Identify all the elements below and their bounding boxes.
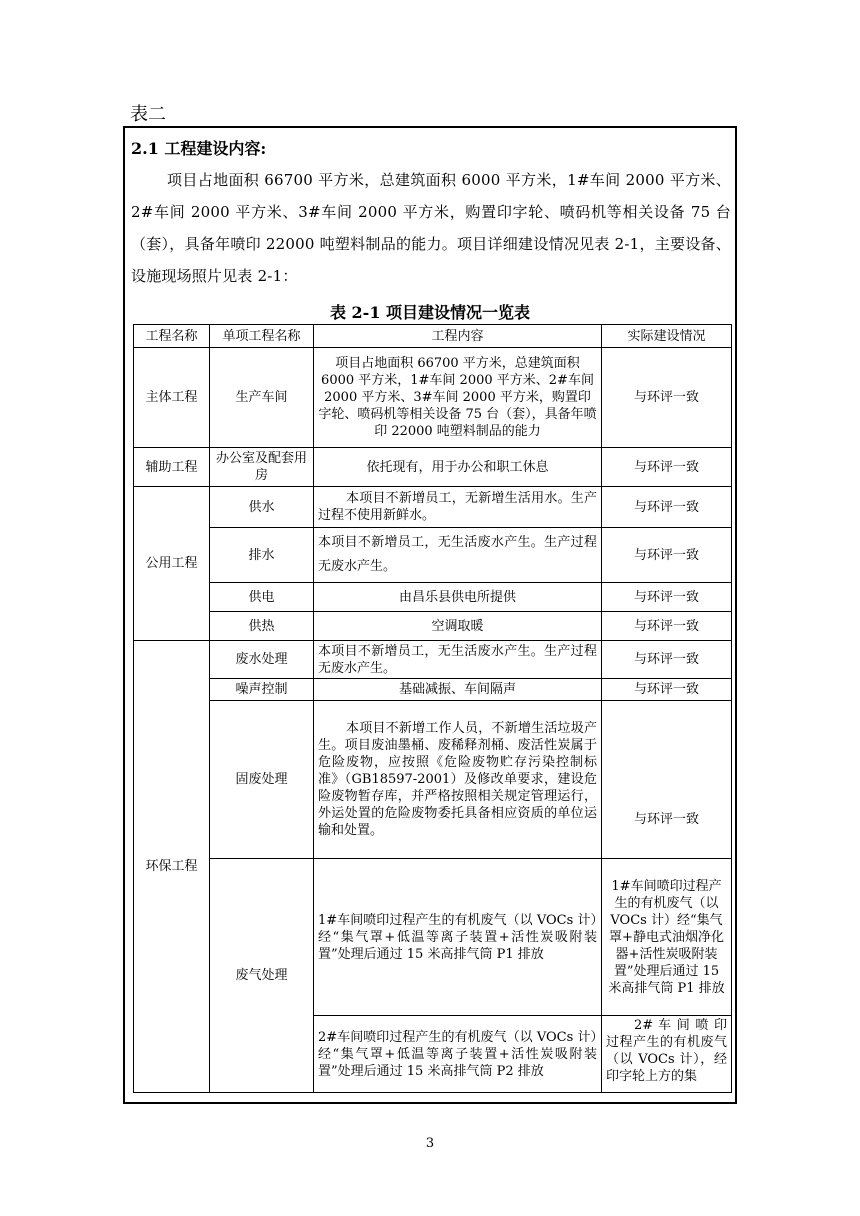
- row-content: 由昌乐县供电所提供: [314, 583, 602, 612]
- table-row: [134, 679, 732, 701]
- row-name: 供热: [210, 612, 314, 641]
- content-frame: [123, 126, 737, 1104]
- header-content: 工程内容: [314, 325, 602, 348]
- row-status: 与环评一致: [602, 701, 732, 859]
- row-content: 基础减振、车间隔声: [314, 679, 602, 701]
- table-row: [134, 448, 732, 487]
- table-row: [134, 528, 732, 583]
- page-number: 3: [425, 1136, 435, 1151]
- row-status: 与环评一致: [602, 612, 732, 641]
- intro-paragraph: 项目占地面积 66700 平方米，总建筑面积 6000 平方米，1#车间 2000 平方米、2#车间 2000 平方米、3#车间 2000 平方米，购置印字轮、喷码机等相关设备 75 台（套），具备年喷印 22000 吨塑料制品的能力。项目详细建设情况见表 2-1，主要设备、设施现场照片见表 2-1：: [131, 171, 731, 285]
- row-content: 本项目不新增员工，无新增生活用水。生产过程不使用新鲜水。: [314, 487, 602, 528]
- row-name: 废水处理: [210, 641, 314, 679]
- row-name: 供电: [210, 583, 314, 612]
- row-content: 空调取暖: [314, 612, 602, 641]
- row-content: 依托现有，用于办公和职工休息: [314, 448, 602, 487]
- row-content: 本项目不新增员工，无生活废水产生。生产过程无废水产生。: [314, 528, 602, 583]
- header-status: 实际建设情况: [602, 325, 732, 348]
- page-label: 表二: [130, 104, 166, 125]
- row-status: 与环评一致: [602, 348, 732, 448]
- row-content: 本项目不新增员工，无生活废水产生。生产过程无废水产生。: [314, 641, 602, 679]
- row-name: 生产车间: [210, 348, 314, 448]
- row-name: 排水: [210, 528, 314, 583]
- table-caption: 表 2-1 项目建设情况一览表: [329, 303, 531, 322]
- row-name: 固废处理: [210, 701, 314, 859]
- row-content: 2#车间喷印过程产生的有机废气（以 VOCs 计）经“集气罩+低温等离子装置+活性炭吸附装置”处理后通过 15 米高排气筒 P2 排放: [314, 1016, 602, 1093]
- row-status: 与环评一致: [602, 641, 732, 679]
- row-name: 供水: [210, 487, 314, 528]
- row-content: 1#车间喷印过程产生的有机废气（以 VOCs 计）经“集气罩+低温等离子装置+活性炭吸附装置”处理后通过 15 米高排气筒 P1 排放: [314, 859, 602, 1016]
- group-env: 环保工程: [134, 641, 210, 1093]
- row-status: 1#车间喷印过程产生的有机废气（以 VOCs 计）经“集气罩+静电式油烟净化器+活性炭吸附装置”处理后通过 15 米高排气筒 P1 排放: [602, 859, 732, 1016]
- table-row: [134, 487, 732, 528]
- header-unit-name: 单项工程名称: [210, 325, 314, 348]
- group-utility: 公用工程: [134, 487, 210, 641]
- table-header-row: [134, 325, 732, 348]
- group-main: 主体工程: [134, 348, 210, 448]
- row-status: 与环评一致: [602, 448, 732, 487]
- group-aux: 辅助工程: [134, 448, 210, 487]
- row-status: 与环评一致: [602, 583, 732, 612]
- table-row: [134, 612, 732, 641]
- section-title: 2.1 工程建设内容:: [131, 139, 267, 158]
- row-content: 项目占地面积 66700 平方米，总建筑面积 6000 平方米，1#车间 2000 平方米、2#车间 2000 平方米、3#车间 2000 平方米，购置印字轮、喷码机等相关设备 75 台（套），具备年喷印 22000 吨塑料制品的能力: [314, 348, 602, 448]
- table-row: [134, 859, 732, 1016]
- table-row: [134, 701, 732, 859]
- row-name: 废气处理: [210, 859, 314, 1093]
- row-status: 与环评一致: [602, 487, 732, 528]
- table-row: [134, 641, 732, 679]
- row-status: 与环评一致: [602, 679, 732, 701]
- row-status: 与环评一致: [602, 528, 732, 583]
- row-name: 噪声控制: [210, 679, 314, 701]
- row-status: 2# 车 间 喷 印 过程产生的有机废气（以 VOCs 计），经印字轮上方的集: [602, 1016, 732, 1093]
- construction-table: [133, 324, 732, 1093]
- table-row: [134, 348, 732, 448]
- table-row: [134, 583, 732, 612]
- header-project-name: 工程名称: [134, 325, 210, 348]
- row-name: 办公室及配套用房: [210, 448, 314, 487]
- row-content: 本项目不新增工作人员，不新增生活垃圾产生。项目废油墨桶、废稀释剂桶、废活性炭属于危险废物，应按照《危险废物贮存污染控制标准》（GB18597-2001）及修改单要求，建设危险废物暂存库，并严格按照相关规定管理运行，外运处置的危险废物委托具备相应资质的单位运输和处置。: [314, 701, 602, 859]
